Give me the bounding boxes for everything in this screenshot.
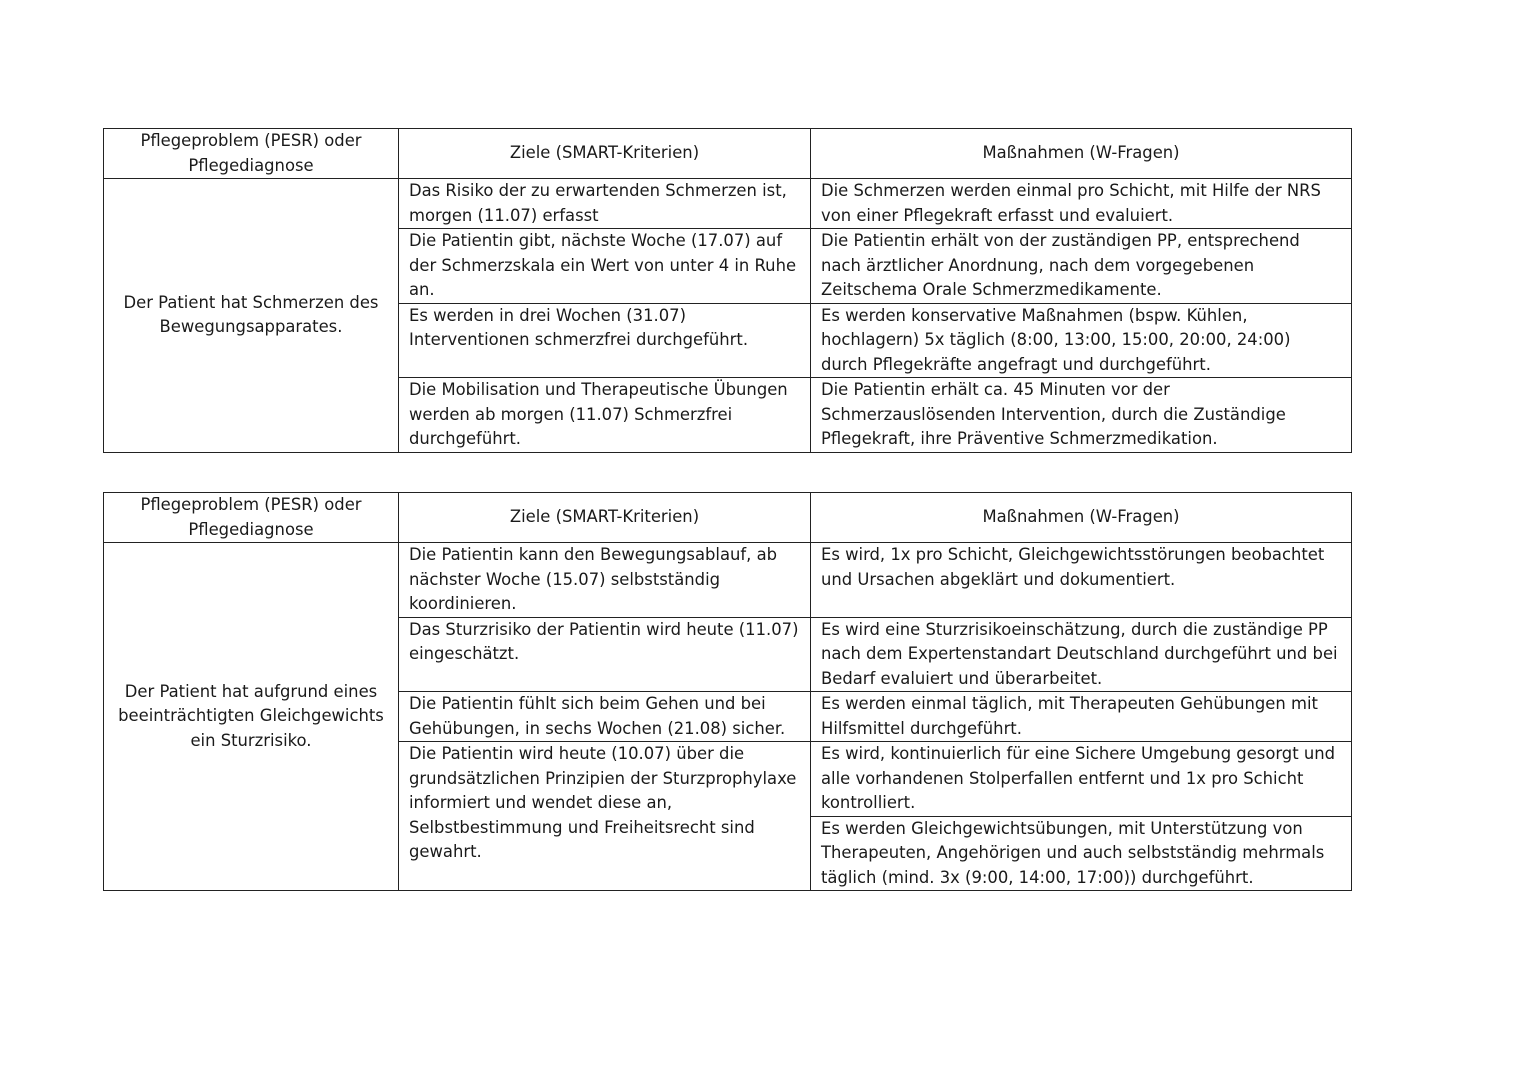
- table-header-row: [104, 493, 1352, 543]
- goal-cell: Die Patientin kann den Bewegungsablauf, ab nächster Woche (15.07) selbstständig koordinieren.: [399, 543, 811, 618]
- header-goals: Ziele (SMART-Kriterien): [399, 493, 811, 543]
- table-header-row: [104, 129, 1352, 179]
- measure-cell: Es werden einmal täglich, mit Therapeuten Gehübungen mit Hilfsmittel durchgeführt.: [811, 692, 1352, 742]
- goal-cell: Die Mobilisation und Therapeutische Übungen werden ab morgen (11.07) Schmerzfrei durchgeführt.: [399, 378, 811, 453]
- care-plan-table-pain: [103, 128, 1352, 453]
- measure-cell: Es wird eine Sturzrisikoeinschätzung, durch die zuständige PP nach dem Expertenstandart Deutschland durchgeführt und bei Bedarf evaluiert und überarbeitet.: [811, 617, 1352, 692]
- table-row: [104, 543, 1352, 618]
- goal-cell: Die Patientin wird heute (10.07) über die grundsätzlichen Prinzipien der Sturzprophylaxe informiert und wendet diese an, Selbstbestimmung und Freiheitsrecht sind gewahrt.: [399, 742, 811, 891]
- care-plan-table-fall-risk: [103, 492, 1352, 891]
- header-problem: Pflegeproblem (PESR) oder Pflegediagnose: [104, 129, 399, 179]
- goal-cell: Es werden in drei Wochen (31.07) Interventionen schmerzfrei durchgeführt.: [399, 303, 811, 378]
- header-measures: Maßnahmen (W-Fragen): [811, 129, 1352, 179]
- measure-cell: Es werden konservative Maßnahmen (bspw. Kühlen, hochlagern) 5x täglich (8:00, 13:00, 15:00, 20:00, 24:00) durch Pflegekräfte angefragt und durchgeführt.: [811, 303, 1352, 378]
- table-row: [104, 179, 1352, 229]
- measure-cell: Die Patientin erhält von der zuständigen PP, entsprechend nach ärztlicher Anordnung, nach dem vorgegebenen Zeitschema Orale Schmerzmedikamente.: [811, 229, 1352, 304]
- header-problem: Pflegeproblem (PESR) oder Pflegediagnose: [104, 493, 399, 543]
- measure-cell: Es wird, kontinuierlich für eine Sichere Umgebung gesorgt und alle vorhandenen Stolperfallen entfernt und 1x pro Schicht kontrolliert.: [811, 742, 1352, 817]
- measure-cell: Es werden Gleichgewichtsübungen, mit Unterstützung von Therapeuten, Angehörigen und auch selbstständig mehrmals täglich (mind. 3x (9:00, 14:00, 17:00)) durchgeführt.: [811, 816, 1352, 891]
- goal-cell: Die Patientin fühlt sich beim Gehen und bei Gehübungen, in sechs Wochen (21.08) sicher.: [399, 692, 811, 742]
- problem-cell: Der Patient hat aufgrund eines beeinträchtigten Gleichgewichts ein Sturzrisiko.: [104, 543, 399, 891]
- header-measures: Maßnahmen (W-Fragen): [811, 493, 1352, 543]
- header-goals: Ziele (SMART-Kriterien): [399, 129, 811, 179]
- measure-cell: Es wird, 1x pro Schicht, Gleichgewichtsstörungen beobachtet und Ursachen abgeklärt und dokumentiert.: [811, 543, 1352, 618]
- measure-cell: Die Schmerzen werden einmal pro Schicht, mit Hilfe der NRS von einer Pflegekraft erfasst und evaluiert.: [811, 179, 1352, 229]
- goal-cell: Die Patientin gibt, nächste Woche (17.07) auf der Schmerzskala ein Wert von unter 4 in Ruhe an.: [399, 229, 811, 304]
- problem-cell: Der Patient hat Schmerzen des Bewegungsapparates.: [104, 179, 399, 453]
- goal-cell: Das Risiko der zu erwartenden Schmerzen ist, morgen (11.07) erfasst: [399, 179, 811, 229]
- measure-cell: Die Patientin erhält ca. 45 Minuten vor der Schmerzauslösenden Intervention, durch die Zuständige Pflegekraft, ihre Präventive Schmerzmedikation.: [811, 378, 1352, 453]
- goal-cell: Das Sturzrisiko der Patientin wird heute (11.07) eingeschätzt.: [399, 617, 811, 692]
